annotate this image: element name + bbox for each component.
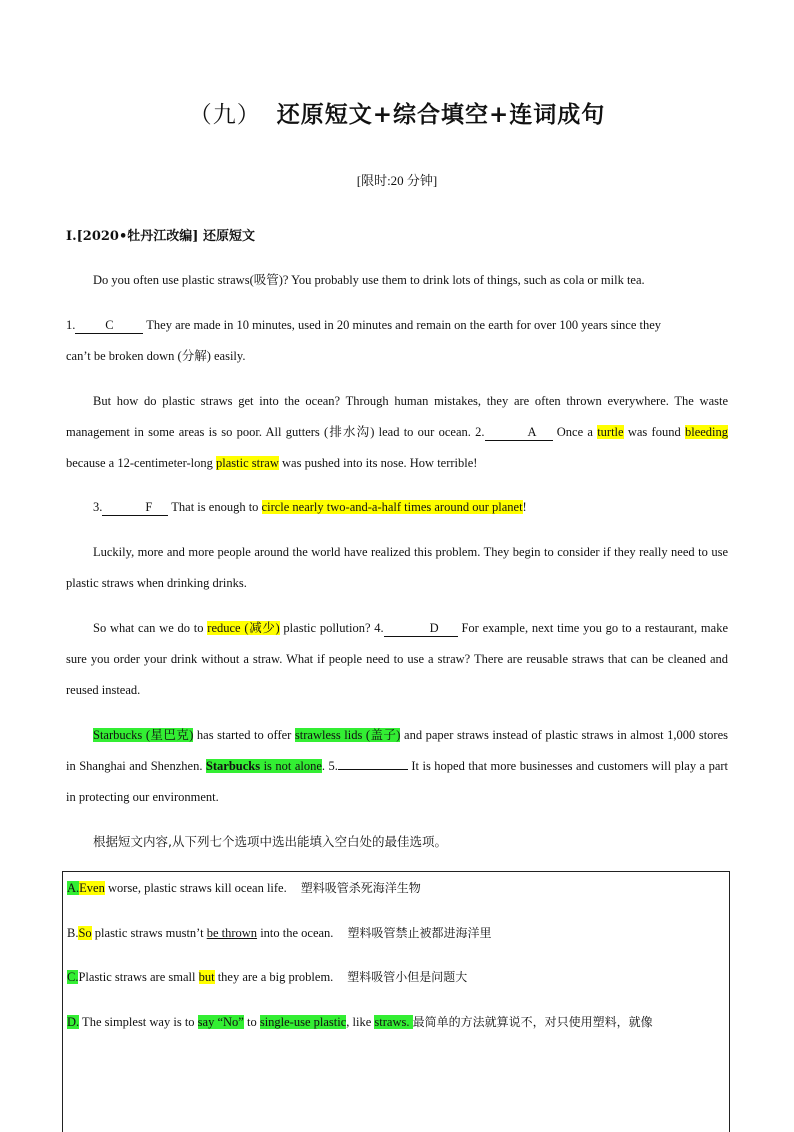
highlight-circle: circle nearly two-and-a-half times around our planet xyxy=(261,500,523,514)
highlight-starbucks: Starbucks (星巴克) xyxy=(93,728,194,742)
option-b: B.So plastic straws mustn’t be thrown into the ocean. 塑料吸管禁止被都进海洋里 xyxy=(67,926,492,940)
option-d: D. The simplest way is to say “No” to single-use plastic, like straws. 最简单的方法就算说不，对只使用塑料，就像 xyxy=(67,1015,653,1029)
paragraph-2: 1. C They are made in 10 minutes, used in 20 minutes and remain on the earth for over 100 years since they can’t be broken down (分解) easily. xyxy=(66,318,662,363)
paragraph-3: But how do plastic straws get into the ocean? Through human mistakes, they are often thrown everywhere. The waste management in some areas is so poor. All gutters (排水沟) lead to our ocean. 2. A Once a turtle was found bleeding because a 12-centimeter-long plastic straw was pushed into its nose. How terrible! xyxy=(66,394,729,470)
highlight-turtle: turtle xyxy=(597,425,624,439)
title-number: （九） xyxy=(188,102,261,128)
paragraph-4: 3. F That is enough to circle nearly two-and-a-half times around our planet! xyxy=(93,500,527,514)
highlight-not-alone: is not alone xyxy=(260,759,322,773)
paragraph-6: So what can we do to reduce (减少) plastic pollution? 4. D For example, next time you go to a restaurant, make sure you order your drink without a straw. What if people need to use a straw? There are reusable straws that can be cleaned and reused instead. xyxy=(66,621,728,697)
highlight-plastic-straw: plastic straw xyxy=(216,456,279,470)
paragraph-5: Luckily, more and more people around the world have realized this problem. They begin to consider if they really need to use plastic straws when drinking drinks. xyxy=(66,545,728,590)
highlight-starbucks-bold: Starbucks xyxy=(205,759,261,773)
highlight-strawless-lids: strawless lids (盖子) xyxy=(294,728,401,742)
highlight-bleeding: bleeding xyxy=(684,425,729,439)
answer-blank-5[interactable] xyxy=(338,769,408,770)
title-main: 还原短文+综合填空+连词成句 xyxy=(276,102,606,128)
instruction-text: 根据短文内容,从下列七个选项中选出能填入空白处的最佳选项。 xyxy=(93,834,447,849)
paragraph-7: Starbucks (星巴克) has started to offer strawless lids (盖子) and paper straws instead of plastic straws in almost 1,000 stores in Shanghai and Shenzhen. Starbucks is not alone. 5. It is hoped that more businesses and customers will play a part in protecting our environment. xyxy=(66,728,729,804)
highlight-reduce: reduce (减少) xyxy=(207,621,280,635)
section-roman: Ⅰ xyxy=(66,229,73,244)
answer-blank-1[interactable]: C xyxy=(75,318,143,334)
time-limit: [限时:20 分钟] xyxy=(356,173,438,188)
page-title xyxy=(0,96,794,129)
option-c: C.Plastic straws are small but they are a big problem. 塑料吸管小但是问题大 xyxy=(67,970,468,984)
section-label: .[2020•牡丹江改编] 还原短文 xyxy=(72,229,255,244)
section-heading xyxy=(66,225,255,244)
options-box xyxy=(62,871,730,1132)
option-a: A.Even worse, plastic straws kill ocean life. 塑料吸管杀死海洋生物 xyxy=(67,881,421,895)
answer-blank-4[interactable]: D xyxy=(384,621,458,637)
answer-blank-2[interactable]: A xyxy=(485,425,553,441)
paragraph-1: Do you often use plastic straws(吸管)? You probably use them to drink lots of things, such as cola or milk tea. xyxy=(93,273,645,287)
answer-blank-3[interactable]: F xyxy=(102,500,168,516)
